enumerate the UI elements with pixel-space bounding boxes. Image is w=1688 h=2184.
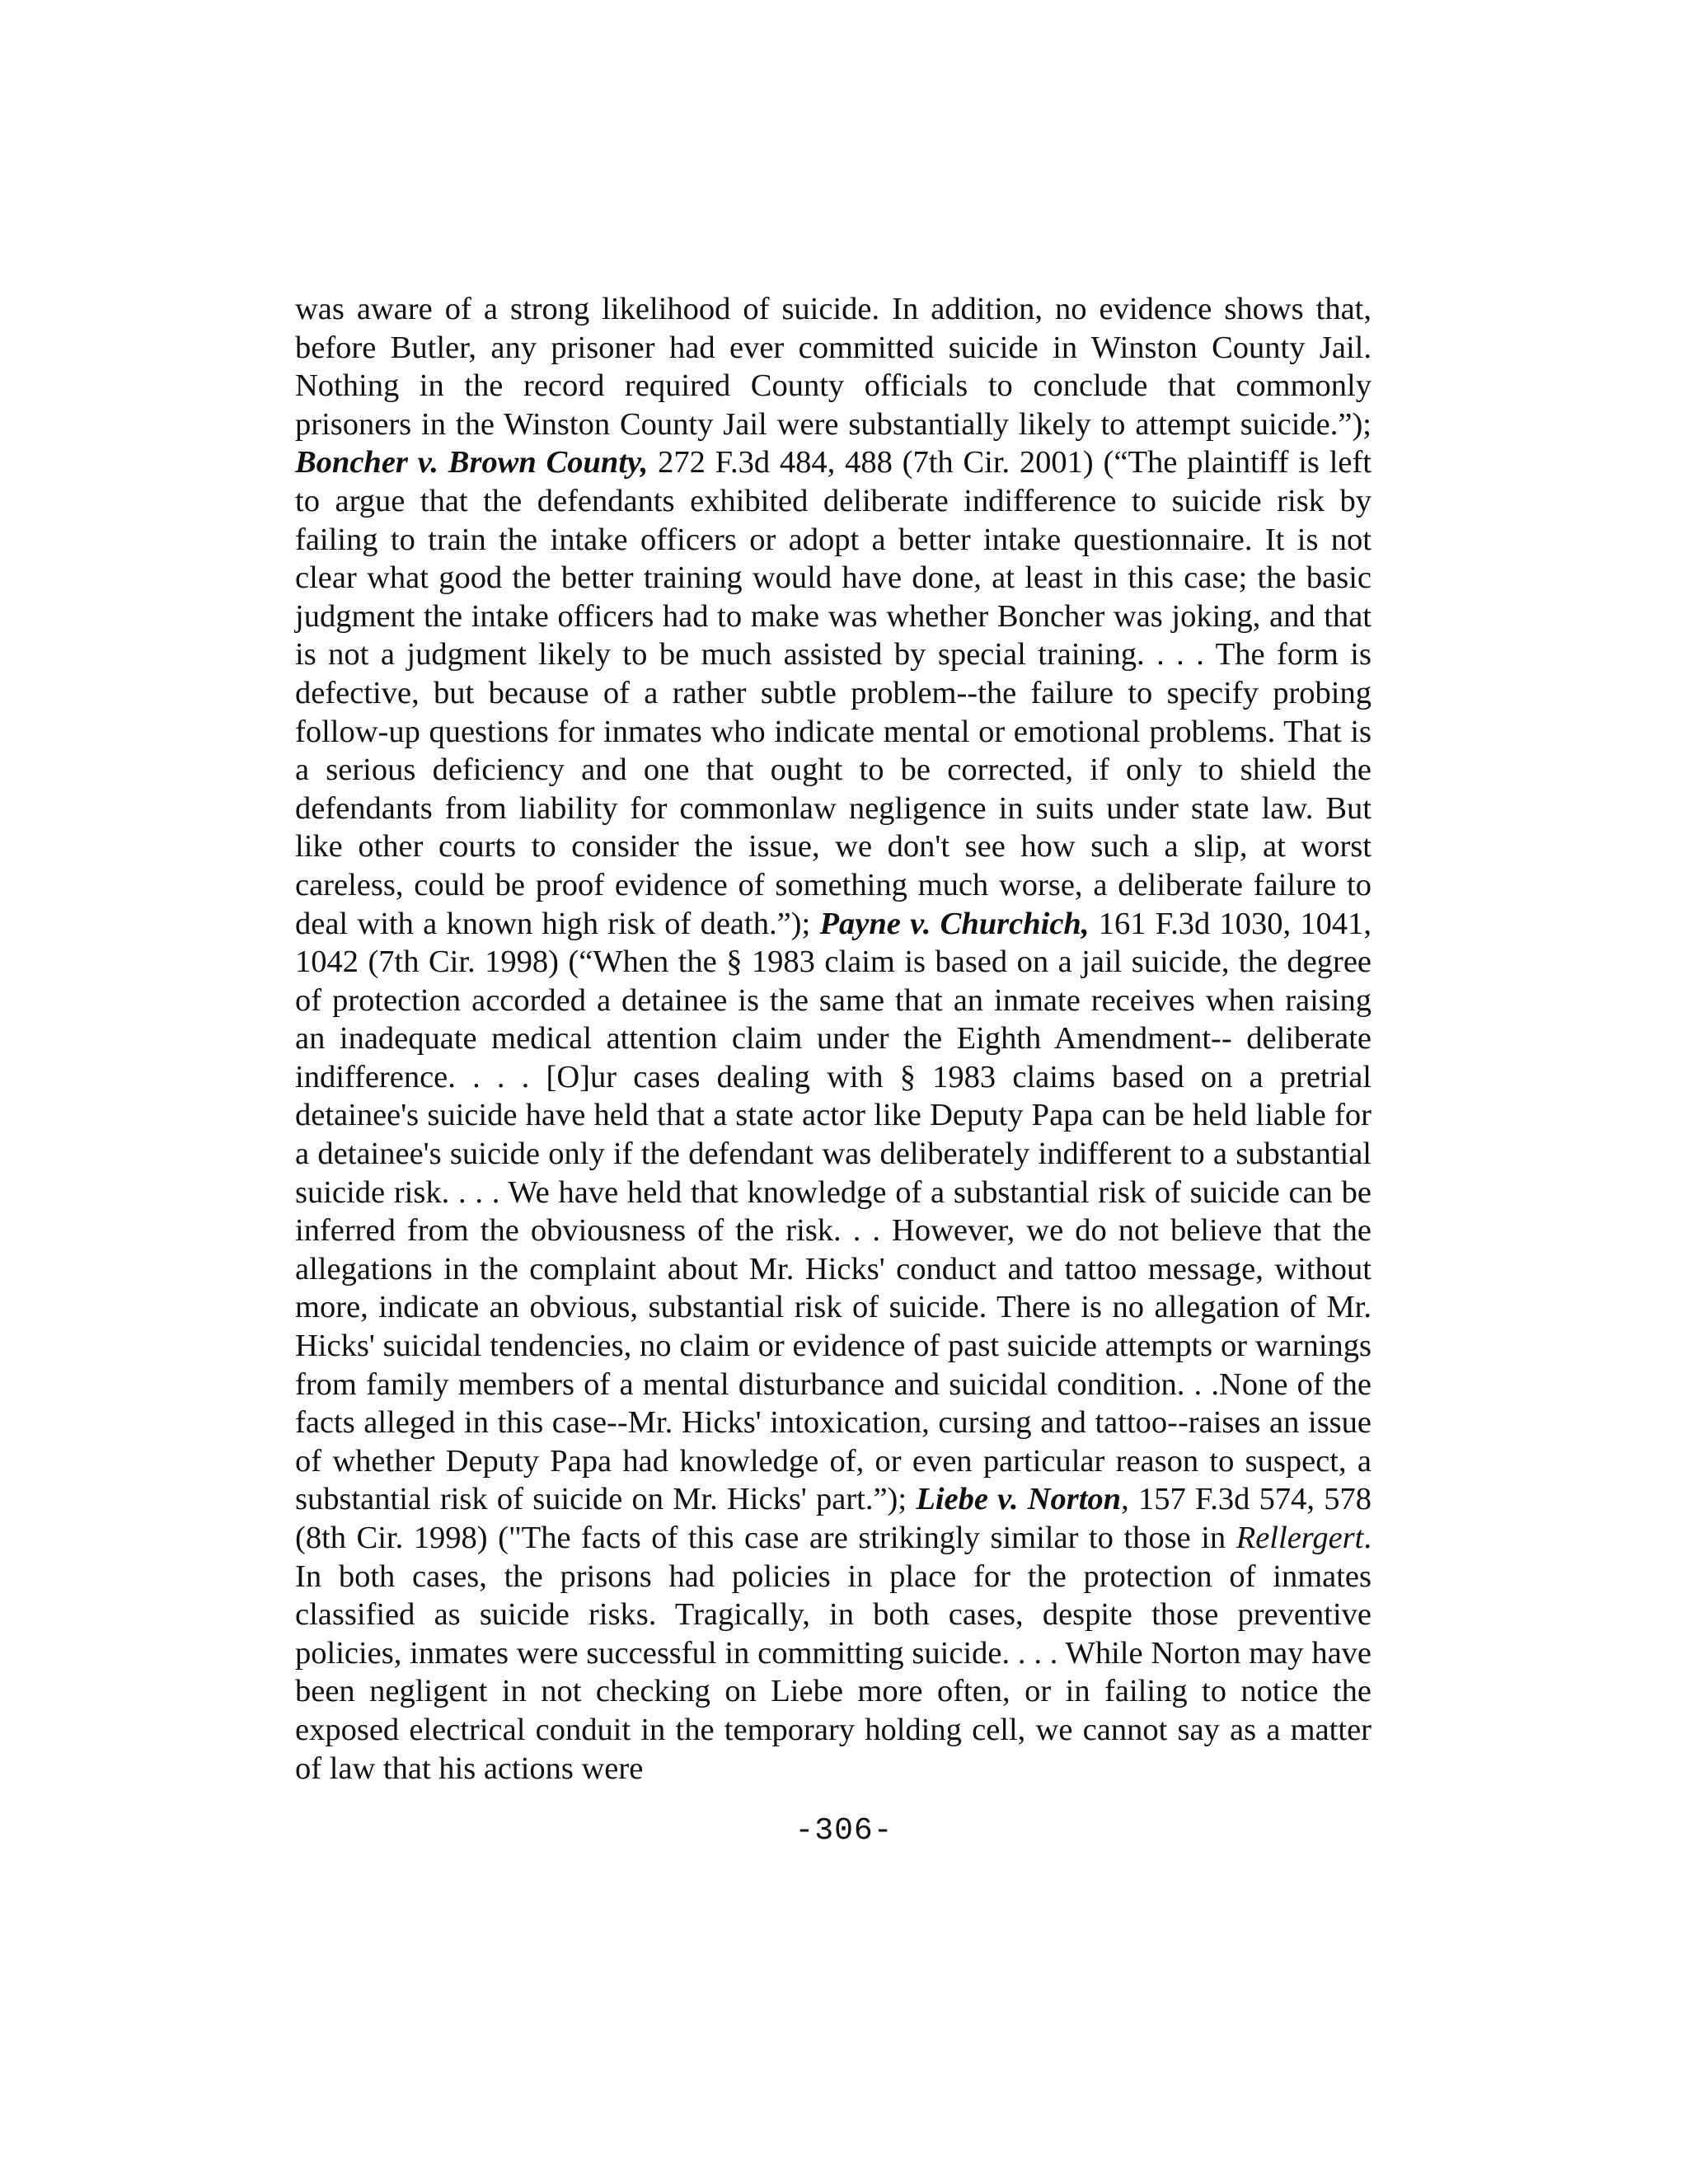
text-segment-4: , 157 F.3d 574, 578 (8th Cir. 1998) ("The facts of this case are strikingly similar to those in: [295, 1482, 1372, 1555]
page-number: -306-: [795, 1813, 893, 1849]
text-segment-2: 272 F.3d 484, 488 (7th Cir. 2001) (“The plaintiff is left to argue that the defendants exhibited deliberate indifference to suicide risk by failing to train the intake officers or adopt a better intake questionnaire. It is not clear what good the better training would have done, at least in this case; the basic judgment the intake officers had to make was whether Boncher was joking, and that is not a judgment likely to be much assisted by special training. . . . The form is defective, but because of a rather subtle problem--the failure to specify probing follow-up questions for inmates who indicate mental or emotional problems. That is a serious deficiency and one that ought to be corrected, if only to shield the defendants from liability for commonlaw negligence in suits under state law. But like other courts to consider the issue, we don't see how such a slip, at worst careless, could be proof evidence of something much worse, a deliberate failure to deal with a known high risk of death.”);: [295, 445, 1372, 941]
case-name-rellergert: Rellergert: [1236, 1521, 1364, 1555]
case-name-liebe: Liebe v. Norton: [916, 1482, 1122, 1517]
case-name-payne: Payne v. Churchich,: [819, 906, 1090, 941]
case-name-boncher: Boncher v. Brown County,: [295, 445, 649, 480]
body-text: [295, 290, 1372, 1788]
text-segment-5: . In both cases, the prisons had policies in place for the protection of inmates classified as suicide risks. Tragically, in both cases, despite those preventive policies, inmates were successful in committing suicide. . . . While Norton may have been negligent in not checking on Liebe more often, or in failing to notice the exposed electrical conduit in the temporary holding cell, we cannot say as a matter of law that his actions were: [295, 1521, 1372, 1786]
text-segment-1: was aware of a strong likelihood of suicide. In addition, no evidence shows that, before Butler, any prisoner had ever committed suicide in Winston County Jail. Nothing in the record required County officials to conclude that commonly prisoners in the Winston County Jail were substantially likely to attempt suicide.”);: [295, 292, 1372, 442]
text-segment-3: 161 F.3d 1030, 1041, 1042 (7th Cir. 1998) (“When the § 1983 claim is based on a jail suicide, the degree of protection accorded a detainee is the same that an inmate receives when raising an inadequate medical attention claim under the Eighth Amendment-- deliberate indifference. . . . [O]ur cases dealing with § 1983 claims based on a pretrial detainee's suicide have held that a state actor like Deputy Papa can be held liable for a detainee's suicide only if the defendant was deliberately indifferent to a substantial suicide risk. . . . We have held that knowledge of a substantial risk of suicide can be inferred from the obviousness of the risk. . . However, we do not believe that the allegations in the complaint about Mr. Hicks' conduct and tattoo message, without more, indicate an obvious, substantial risk of suicide. There is no allegation of Mr. Hicks' suicidal tendencies, no claim or evidence of past suicide attempts or warnings from family members of a mental disturbance and suicidal condition. . .None of the facts alleged in this case--Mr. Hicks' intoxication, cursing and tattoo--raises an issue of whether Deputy Papa had knowledge of, or even particular reason to suspect, a substantial risk of suicide on Mr. Hicks' part.”);: [295, 906, 1372, 1517]
